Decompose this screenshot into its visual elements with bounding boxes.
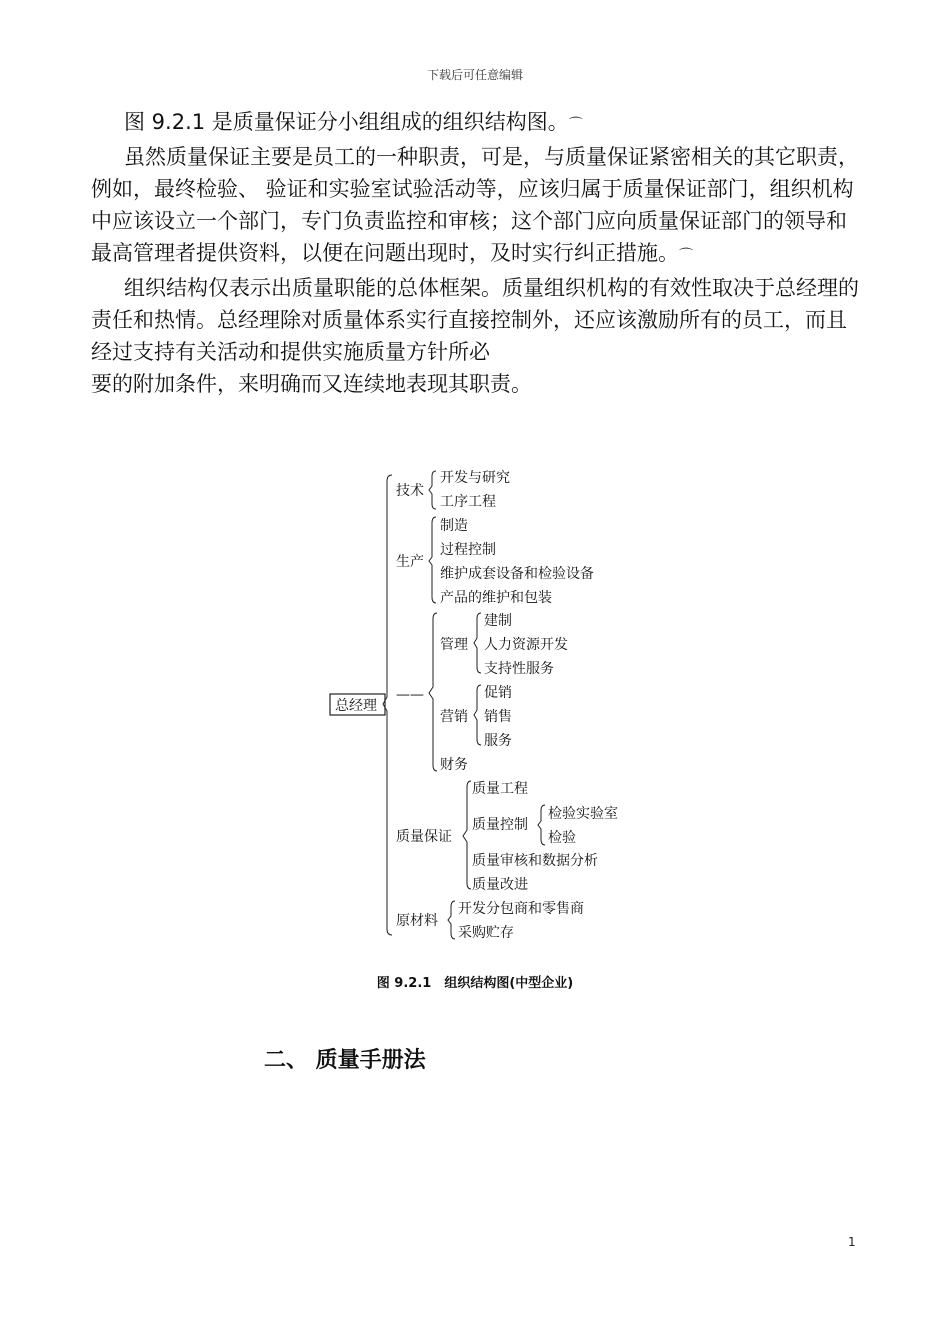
page-header: 下载后可任意编辑	[426, 68, 523, 82]
org-production-item: 产品的维护和包装	[440, 590, 552, 606]
org-marketing-item: 服务	[484, 733, 512, 749]
org-materials-item: 开发分包商和零售商	[458, 901, 584, 917]
materials-brace	[448, 901, 455, 939]
qa-control-brace	[538, 805, 545, 845]
org-qa-item: 质量改进	[472, 877, 528, 893]
org-management-item: 支持性服务	[484, 661, 554, 677]
tech-brace	[429, 471, 436, 509]
org-tech-item: 开发与研究	[440, 470, 510, 486]
root-brace	[383, 475, 392, 935]
org-qa-item: 质量工程	[472, 781, 528, 797]
org-finance: 财务	[440, 757, 468, 773]
org-marketing-item: 促销	[484, 685, 512, 701]
org-qa-control-item: 检验实验室	[548, 806, 618, 822]
org-root: 总经理	[335, 698, 377, 714]
marketing-brace	[474, 685, 481, 745]
qa-brace	[463, 781, 471, 889]
paragraph-mark: ⌒	[568, 117, 583, 133]
paragraph-2-text: 虽然质量保证主要是员工的一种职责，可是，与质量保证紧密相关的其它职责，例如，最终检验、 验证和实验室试验活动等，应该归属于质量保证部门，组织机构中应该设立一个部门，专门负责监控和审核；这个部门应向质量保证部门的领导和最高管理者提供资料，以便在问题出现时，及时实行纠正措施。	[91, 145, 859, 265]
org-admin-connector: ——	[396, 687, 424, 703]
figure-caption: 图 9.2.1 组织结构图(中型企业)	[376, 976, 574, 991]
body-text	[91, 106, 861, 400]
org-management: 管理	[440, 637, 468, 653]
org-qa-control-item: 检验	[548, 830, 576, 846]
org-materials: 原材料	[396, 913, 438, 929]
management-brace	[474, 613, 481, 673]
page-number: 1	[848, 1235, 856, 1249]
org-chart	[0, 455, 950, 955]
org-marketing-item: 销售	[484, 709, 512, 725]
org-production: 生产	[396, 554, 424, 570]
paragraph-1-text: 图 9.2.1 是质量保证分小组组成的组织结构图。	[124, 110, 569, 134]
paragraph-2	[91, 141, 861, 272]
org-production-item: 制造	[440, 518, 468, 534]
org-management-item: 建制	[484, 613, 512, 629]
org-qa: 质量保证	[396, 829, 452, 845]
org-materials-item: 采购贮存	[458, 925, 514, 941]
org-qa-control: 质量控制	[472, 817, 528, 833]
admin-brace	[429, 613, 437, 771]
org-production-item: 过程控制	[440, 542, 496, 558]
org-production-item: 维护成套设备和检验设备	[440, 566, 594, 582]
paragraph-3-continued: 要的附加条件，来明确而又连续地表现其职责。	[91, 372, 532, 396]
org-tech-item: 工序工程	[440, 494, 496, 510]
org-qa-item: 质量审核和数据分析	[472, 853, 598, 869]
paragraph-3: 组织结构仅表示出质量职能的总体框架。质量组织机构的有效性取决于总经理的责任和热情。总经理除对质量体系实行直接控制外，还应该激励所有的员工，而且经过支持有关活动和提供实施质量方针所必	[91, 276, 859, 364]
section-heading: 二、 质量手册法	[264, 1048, 426, 1073]
paragraph-1	[91, 106, 861, 141]
org-tech: 技术	[396, 483, 424, 499]
paragraph-mark: ⌒	[679, 248, 693, 264]
org-management-item: 人力资源开发	[484, 637, 568, 653]
org-marketing: 营销	[440, 709, 468, 725]
production-brace	[429, 517, 436, 603]
